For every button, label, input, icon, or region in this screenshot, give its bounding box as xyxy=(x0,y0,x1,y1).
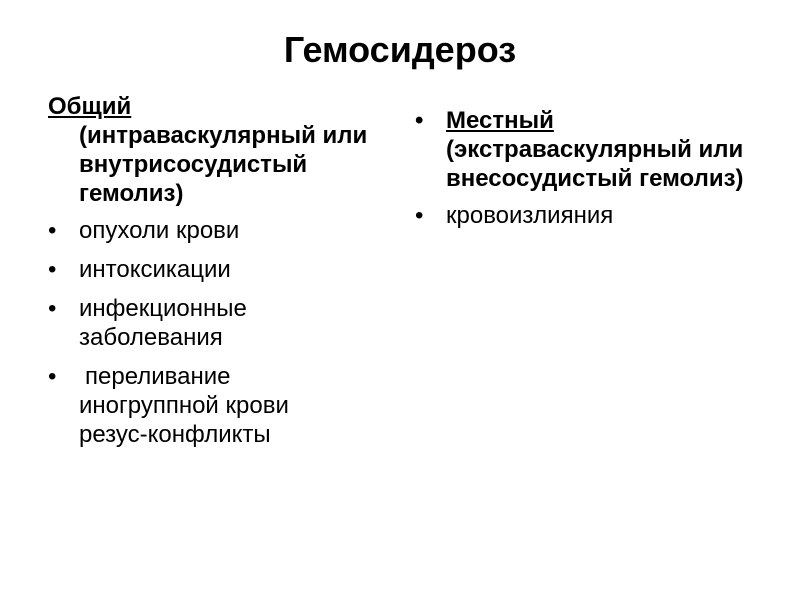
list-item xyxy=(48,362,368,449)
left-heading-block xyxy=(48,92,368,208)
bullet-icon: • xyxy=(48,363,57,390)
bullet-icon: • xyxy=(48,256,57,283)
list-item-text: инфекционные заболевания xyxy=(79,295,247,351)
left-heading-detail: (интраваскулярный или внутрисосудистый гемолиз) xyxy=(79,122,368,207)
right-heading-detail: (экстраваскулярный или внесосудистый гемолиз) xyxy=(446,136,744,192)
list-item xyxy=(415,201,745,230)
bullet-icon: • xyxy=(415,202,424,229)
list-item-line: резус-конфликты xyxy=(79,421,271,448)
left-column xyxy=(48,92,368,459)
list-item-text: опухоли крови xyxy=(79,217,240,244)
list-item-line: переливание xyxy=(85,363,231,390)
list-item xyxy=(48,216,368,245)
list-item-line: иногруппной крови xyxy=(79,392,289,419)
list-item-text: кровоизлияния xyxy=(446,202,614,229)
right-heading: Местный xyxy=(446,107,554,134)
right-column xyxy=(415,106,745,240)
left-heading: Общий xyxy=(48,93,132,120)
slide-title: Гемосидероз xyxy=(283,29,517,70)
bullet-icon: • xyxy=(48,295,57,322)
list-item xyxy=(48,255,368,284)
list-item xyxy=(48,294,368,352)
list-item-text: интоксикации xyxy=(79,256,231,283)
bullet-icon: • xyxy=(415,107,424,134)
right-heading-block xyxy=(415,106,745,193)
bullet-icon: • xyxy=(48,217,57,244)
